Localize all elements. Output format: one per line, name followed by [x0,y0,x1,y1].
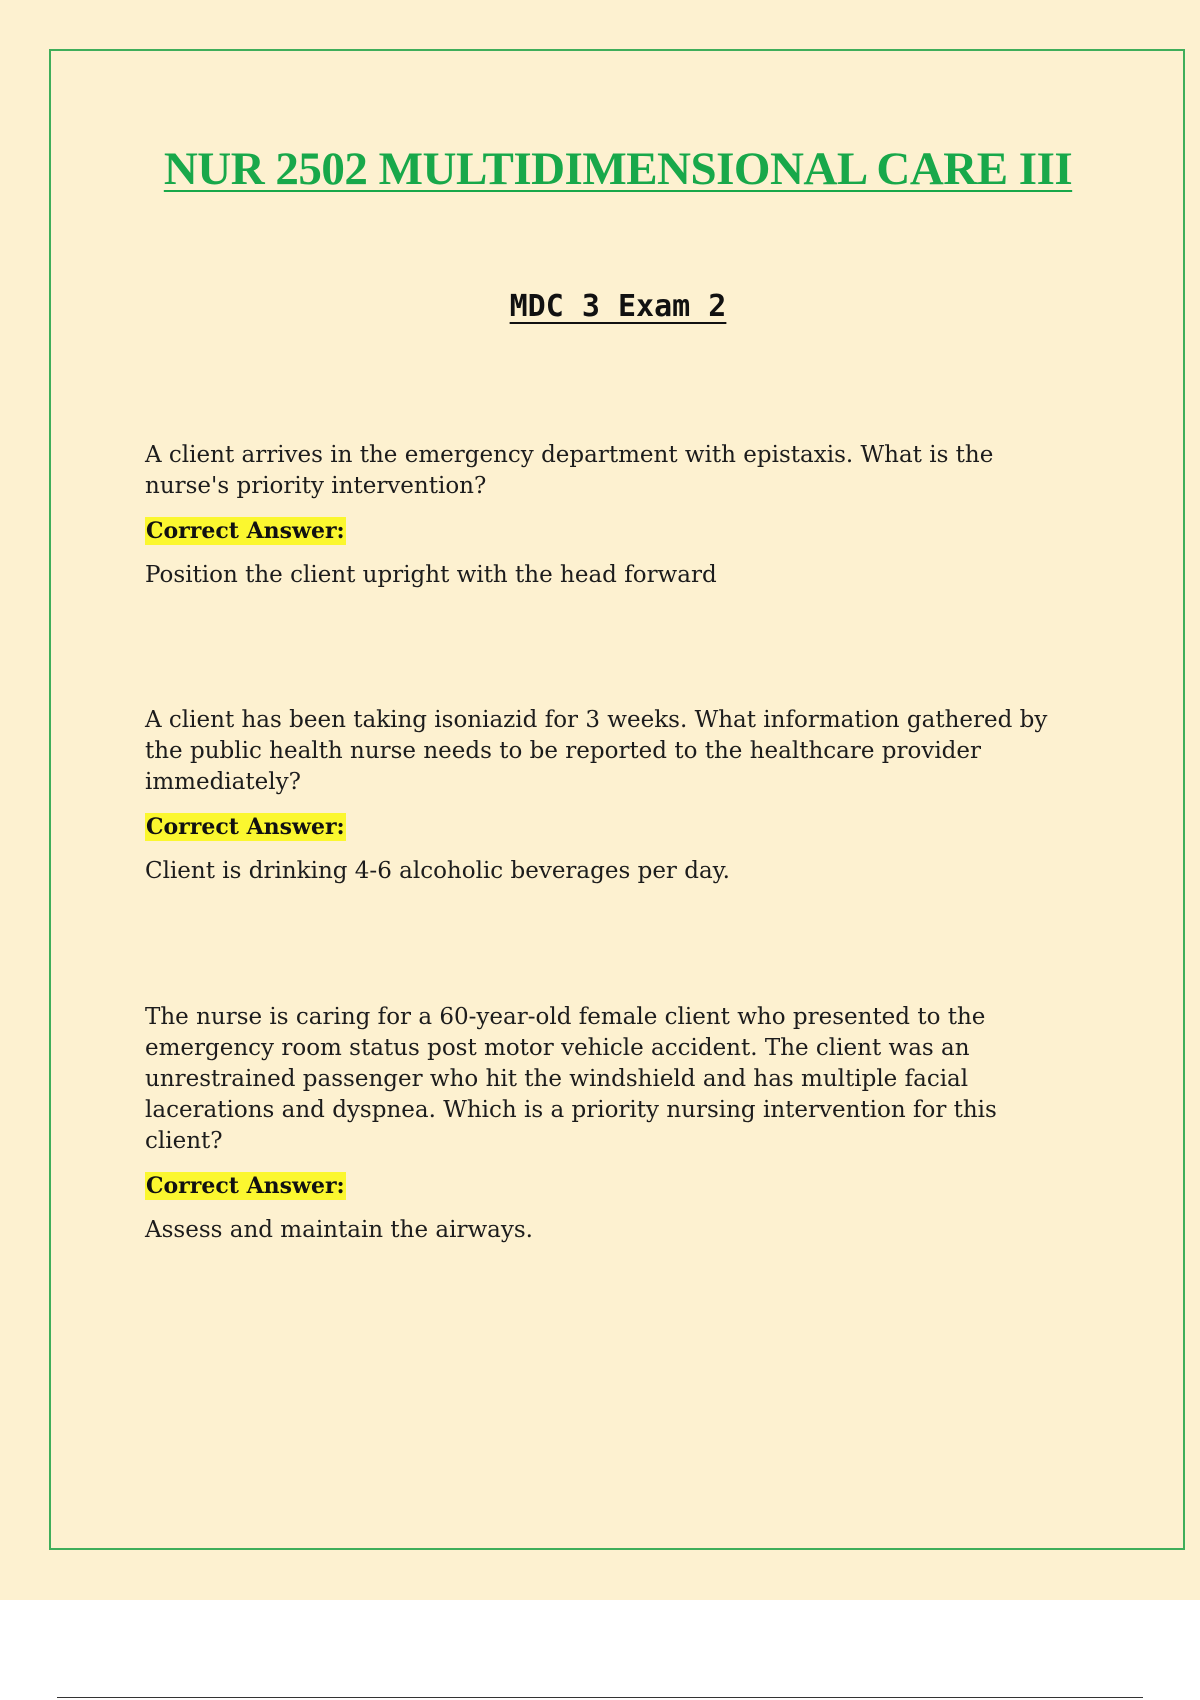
correct-answer-label: Correct Answer: [146,814,345,840]
question-block-1 [145,440,1065,591]
footer-divider [57,1697,1143,1698]
question-block-2 [145,705,1065,887]
document-title: NUR 2502 MULTIDIMENSIONAL CARE III [163,143,1073,195]
correct-answer-label: Correct Answer: [146,1173,345,1199]
document-subtitle: MDC 3 Exam 2 [509,289,727,324]
answer-text: Position the client upright with the head forward [145,562,717,588]
question-block-3 [145,1002,1065,1246]
answer-text: Client is drinking 4-6 alcoholic beverages per day. [145,858,730,884]
question-text: The nurse is caring for a 60-year-old female client who presented to the emergency room status post motor vehicle accident. The client was an unrestrained passenger who hit the windshield and has multiple facial lacerations and dyspnea. Which is a priority nursing intervention for this client? [145,1004,997,1154]
question-text: A client has been taking isoniazid for 3 weeks. What information gathered by the public health nurse needs to be reported to the healthcare provider immediately? [145,707,1048,795]
question-text: A client arrives in the emergency department with epistaxis. What is the nurse's priority intervention? [145,442,994,499]
correct-answer-label: Correct Answer: [146,518,345,544]
answer-text: Assess and maintain the airways. [145,1217,533,1243]
